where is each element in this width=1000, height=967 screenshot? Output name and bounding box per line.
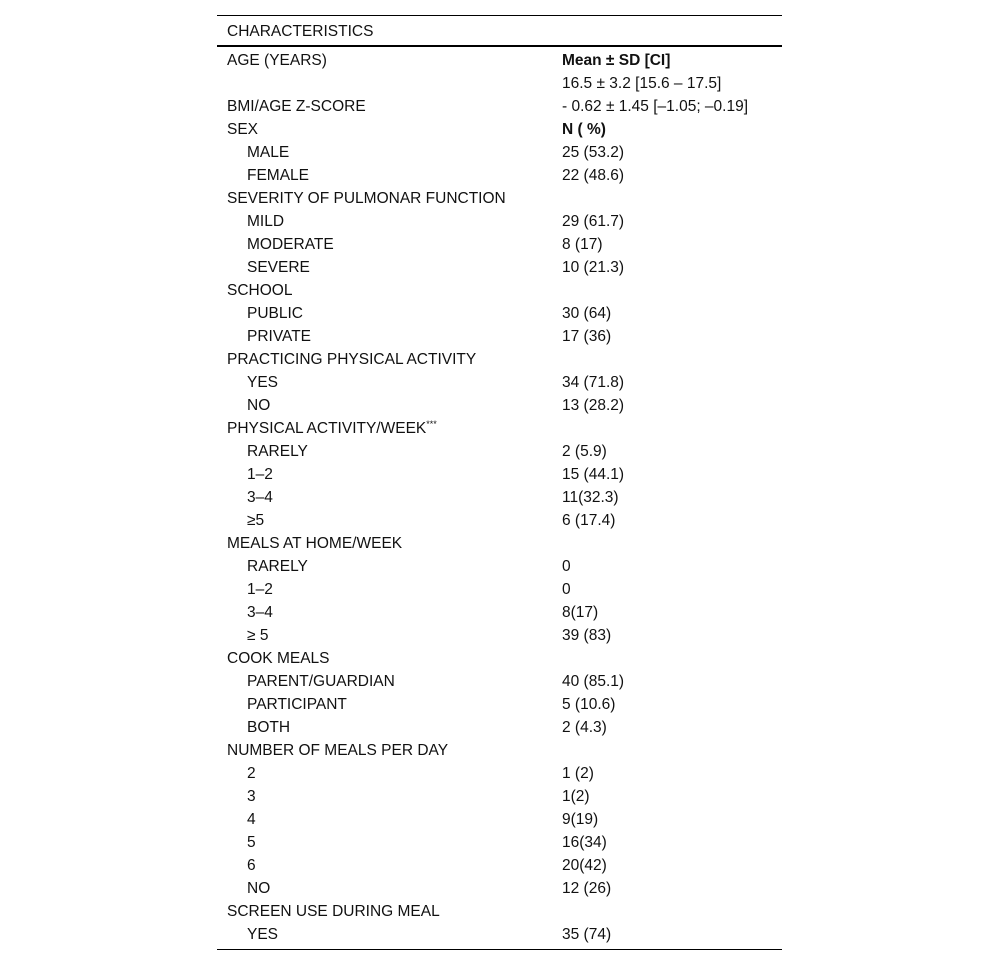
- row-label: [247, 394, 270, 417]
- row-value: 2 (5.9): [562, 443, 607, 460]
- row-label: [227, 348, 476, 371]
- table-row: [217, 762, 782, 785]
- row-label: [247, 785, 256, 808]
- row-label: [247, 693, 347, 716]
- row-value: 2 (4.3): [562, 719, 607, 736]
- table-row: [217, 716, 782, 739]
- table-row: [217, 693, 782, 716]
- row-label: [247, 923, 278, 946]
- row-label-text: 3–4: [247, 604, 273, 621]
- row-label: [227, 647, 330, 670]
- row-label-text: MALE: [247, 144, 290, 161]
- row-label: [227, 279, 292, 302]
- table-row: [217, 417, 782, 440]
- row-label: [247, 210, 284, 233]
- table-row: [217, 647, 782, 670]
- row-label-text: NO: [247, 880, 271, 897]
- row-label-text: 5: [247, 834, 256, 851]
- row-value: 1 (2): [562, 765, 594, 782]
- row-label-text: PARTICIPANT: [247, 696, 347, 713]
- row-label: [247, 256, 310, 279]
- row-value: 39 (83): [562, 627, 612, 644]
- row-label-text: 2: [247, 765, 256, 782]
- row-value: 8 (17): [562, 236, 603, 253]
- row-label: [227, 187, 506, 210]
- table-row: [217, 72, 782, 95]
- table-row: [217, 900, 782, 923]
- row-label: [247, 371, 278, 394]
- table-row: [217, 187, 782, 210]
- table-row: [217, 210, 782, 233]
- table-row: [217, 49, 782, 72]
- table-row: [217, 624, 782, 647]
- row-label: [247, 578, 273, 601]
- table-row: [217, 739, 782, 762]
- row-label: [247, 164, 309, 187]
- row-label-text: PRACTICING PHYSICAL ACTIVITY: [227, 351, 477, 368]
- table-row: [217, 440, 782, 463]
- row-label-text: MILD: [247, 213, 285, 230]
- row-label-text: COOK MEALS: [227, 650, 330, 667]
- table-body: [217, 47, 782, 949]
- table-row: [217, 371, 782, 394]
- row-label: [247, 624, 268, 647]
- row-label: [227, 739, 448, 762]
- row-label-text: 1–2: [247, 581, 273, 598]
- table-row: [217, 463, 782, 486]
- row-label: [247, 486, 273, 509]
- table-row: [217, 233, 782, 256]
- row-value: 40 (85.1): [562, 673, 625, 690]
- row-label: [227, 532, 402, 555]
- row-label: [227, 95, 366, 118]
- characteristics-table: [217, 15, 782, 950]
- row-label-text: RARELY: [247, 558, 308, 575]
- row-label-text: MODERATE: [247, 236, 334, 253]
- row-label: [247, 670, 395, 693]
- row-label-text: AGE (YEARS): [227, 52, 327, 69]
- table-row: [217, 325, 782, 348]
- row-value: 35 (74): [562, 926, 612, 943]
- table-row: [217, 601, 782, 624]
- row-label: [247, 854, 256, 877]
- row-label-text: NUMBER OF MEALS PER DAY: [227, 742, 449, 759]
- table-row: [217, 486, 782, 509]
- row-label: [247, 325, 311, 348]
- row-label-text: BMI/AGE Z-SCORE: [227, 98, 366, 115]
- row-label: [247, 509, 264, 532]
- row-label-text: SCREEN USE DURING MEAL: [227, 903, 440, 920]
- row-label-text: 1–2: [247, 466, 273, 483]
- table-header-label: CHARACTERISTICS: [227, 23, 374, 40]
- row-label: [247, 877, 270, 900]
- row-value: 20(42): [562, 857, 607, 874]
- row-label-text: YES: [247, 374, 279, 391]
- row-value: 22 (48.6): [562, 167, 625, 184]
- row-label-text: SEVERE: [247, 259, 310, 276]
- table-row: [217, 279, 782, 302]
- row-label: [247, 141, 289, 164]
- row-label: [227, 118, 258, 141]
- row-value: 34 (71.8): [562, 374, 625, 391]
- row-value: 25 (53.2): [562, 144, 625, 161]
- table-row: [217, 394, 782, 417]
- table-row: [217, 578, 782, 601]
- row-label-text: 4: [247, 811, 256, 828]
- table-row: [217, 256, 782, 279]
- row-label-text: PARENT/GUARDIAN: [247, 673, 395, 690]
- table-row: [217, 923, 782, 946]
- row-value: 29 (61.7): [562, 213, 625, 230]
- row-label-text: SEX: [227, 121, 259, 138]
- row-value: 6 (17.4): [562, 512, 616, 529]
- row-value: 16.5 ± 3.2 [15.6 – 17.5]: [562, 75, 722, 92]
- row-value: 0: [562, 558, 571, 575]
- row-label-text: SEVERITY OF PULMONAR FUNCTION: [227, 190, 506, 207]
- table-row: [217, 785, 782, 808]
- row-value: 13 (28.2): [562, 397, 625, 414]
- row-label: [247, 555, 308, 578]
- row-label: [227, 900, 440, 923]
- row-value: 1(2): [562, 788, 590, 805]
- row-value: 0: [562, 581, 571, 598]
- row-label-text: 3–4: [247, 489, 273, 506]
- table-row: [217, 164, 782, 187]
- row-value: Mean ± SD [CI]: [562, 52, 671, 69]
- table-row: [217, 118, 782, 141]
- row-label: [227, 49, 327, 72]
- table-row: [217, 509, 782, 532]
- row-label: [247, 463, 273, 486]
- row-label-text: PRIVATE: [247, 328, 312, 345]
- row-value: 30 (64): [562, 305, 612, 322]
- row-label: [247, 440, 308, 463]
- table-row: [217, 555, 782, 578]
- row-value: 10 (21.3): [562, 259, 625, 276]
- row-value: 8(17): [562, 604, 599, 621]
- row-value: - 0.62 ± 1.45 [–1.05; –0.19]: [562, 98, 749, 115]
- row-label-text: ≥5: [247, 512, 265, 529]
- row-label: [247, 716, 290, 739]
- row-label: [247, 762, 256, 785]
- row-label: [247, 808, 256, 831]
- row-value: 15 (44.1): [562, 466, 625, 483]
- row-label-text: ≥ 5: [247, 627, 269, 644]
- row-label: [247, 601, 273, 624]
- row-value: 17 (36): [562, 328, 612, 345]
- row-value: 5 (10.6): [562, 696, 616, 713]
- row-label-text: 3: [247, 788, 256, 805]
- footnote-marker: ***: [426, 419, 437, 429]
- row-label-text: PUBLIC: [247, 305, 303, 322]
- row-label-text: NO: [247, 397, 271, 414]
- row-label: [247, 831, 256, 854]
- table-row: [217, 532, 782, 555]
- row-value: 11(32.3): [562, 489, 619, 506]
- row-label-text: YES: [247, 926, 279, 943]
- row-label-text: BOTH: [247, 719, 291, 736]
- row-label: [227, 417, 437, 440]
- row-label-text: PHYSICAL ACTIVITY/WEEK: [227, 420, 427, 437]
- row-label-text: FEMALE: [247, 167, 310, 184]
- row-label-text: RARELY: [247, 443, 308, 460]
- row-value: 16(34): [562, 834, 607, 851]
- table-row: [217, 348, 782, 371]
- row-value: 9(19): [562, 811, 599, 828]
- row-label-text: SCHOOL: [227, 282, 293, 299]
- table-row: [217, 808, 782, 831]
- table-header: [217, 16, 782, 47]
- row-value: N ( %): [562, 121, 606, 138]
- table-row: [217, 302, 782, 325]
- table-row: [217, 854, 782, 877]
- table-row: [217, 670, 782, 693]
- table-row: [217, 95, 782, 118]
- row-label: [247, 233, 334, 256]
- table-row: [217, 877, 782, 900]
- row-label-text: 6: [247, 857, 256, 874]
- row-label: [247, 302, 303, 325]
- row-label-text: MEALS AT HOME/WEEK: [227, 535, 403, 552]
- table-row: [217, 831, 782, 854]
- table-row: [217, 141, 782, 164]
- row-value: 12 (26): [562, 880, 612, 897]
